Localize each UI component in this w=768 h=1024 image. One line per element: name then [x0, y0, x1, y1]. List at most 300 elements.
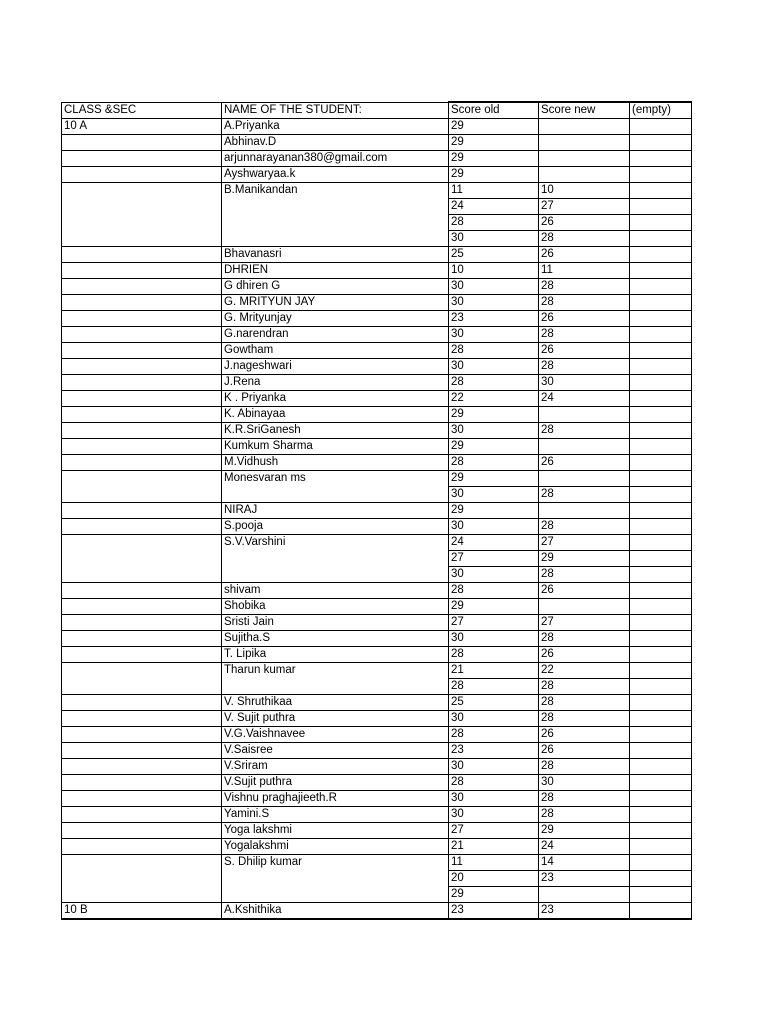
- class-sec-cell: [62, 247, 222, 263]
- table-row: [62, 487, 692, 503]
- student-name-cell: [222, 199, 449, 215]
- score-old-cell: 30: [449, 519, 539, 535]
- class-sec-cell: [62, 375, 222, 391]
- class-sec-cell: [62, 215, 222, 231]
- score-new-cell: 26: [539, 343, 630, 359]
- empty-cell: [630, 647, 692, 663]
- score-old-cell: 28: [449, 679, 539, 695]
- score-old-cell: 30: [449, 631, 539, 647]
- student-name-cell: Sristi Jain: [222, 615, 449, 631]
- class-sec-cell: [62, 439, 222, 455]
- score-old-cell: 30: [449, 791, 539, 807]
- table-row: [62, 695, 692, 711]
- score-new-cell: 28: [539, 519, 630, 535]
- table-row: [62, 343, 692, 359]
- student-name-cell: Gowtham: [222, 343, 449, 359]
- student-name-cell: Tharun kumar: [222, 663, 449, 679]
- table-row: [62, 855, 692, 871]
- class-sec-cell: [62, 359, 222, 375]
- empty-cell: [630, 375, 692, 391]
- student-name-cell: V.Sujit puthra: [222, 775, 449, 791]
- score-new-cell: 11: [539, 263, 630, 279]
- class-sec-cell: [62, 551, 222, 567]
- class-sec-cell: [62, 343, 222, 359]
- table-row: [62, 455, 692, 471]
- empty-cell: [630, 775, 692, 791]
- class-sec-cell: 10 B: [62, 903, 222, 920]
- student-name-cell: K . Priyanka: [222, 391, 449, 407]
- empty-cell: [630, 583, 692, 599]
- empty-cell: [630, 215, 692, 231]
- score-new-cell: 28: [539, 759, 630, 775]
- score-old-cell: 28: [449, 775, 539, 791]
- table-row: [62, 199, 692, 215]
- student-name-cell: Yamini.S: [222, 807, 449, 823]
- class-sec-cell: [62, 327, 222, 343]
- score-new-cell: 26: [539, 311, 630, 327]
- empty-cell: [630, 599, 692, 615]
- empty-cell: [630, 903, 692, 920]
- score-new-cell: [539, 599, 630, 615]
- table-row: [62, 583, 692, 599]
- score-new-cell: 28: [539, 423, 630, 439]
- class-sec-cell: [62, 887, 222, 903]
- student-name-cell: V.Saisree: [222, 743, 449, 759]
- class-sec-cell: [62, 167, 222, 183]
- empty-cell: [630, 519, 692, 535]
- table-row: [62, 839, 692, 855]
- empty-cell: [630, 167, 692, 183]
- score-old-cell: 29: [449, 471, 539, 487]
- score-old-cell: 30: [449, 567, 539, 583]
- table-row: [62, 391, 692, 407]
- table-row: [62, 807, 692, 823]
- empty-cell: [630, 407, 692, 423]
- table-row: [62, 311, 692, 327]
- table-row: [62, 631, 692, 647]
- student-name-cell: [222, 215, 449, 231]
- student-name-cell: V.G.Vaishnavee: [222, 727, 449, 743]
- score-old-cell: 30: [449, 807, 539, 823]
- student-name-cell: Monesvaran ms: [222, 471, 449, 487]
- table-row: [62, 167, 692, 183]
- class-sec-cell: [62, 855, 222, 871]
- score-old-cell: 24: [449, 199, 539, 215]
- empty-cell: [630, 871, 692, 887]
- score-old-cell: 29: [449, 887, 539, 903]
- student-name-cell: V. Shruthikaa: [222, 695, 449, 711]
- student-name-cell: Abhinav.D: [222, 135, 449, 151]
- student-name-cell: S.pooja: [222, 519, 449, 535]
- class-sec-cell: [62, 647, 222, 663]
- empty-cell: [630, 791, 692, 807]
- score-old-cell: 28: [449, 343, 539, 359]
- empty-cell: [630, 311, 692, 327]
- score-old-cell: 28: [449, 455, 539, 471]
- score-old-cell: 23: [449, 903, 539, 920]
- empty-cell: [630, 359, 692, 375]
- empty-cell: [630, 839, 692, 855]
- empty-cell: [630, 887, 692, 903]
- score-new-cell: 23: [539, 903, 630, 920]
- empty-cell: [630, 119, 692, 135]
- table-row: [62, 567, 692, 583]
- score-old-cell: 30: [449, 279, 539, 295]
- score-old-cell: 30: [449, 295, 539, 311]
- class-sec-cell: [62, 487, 222, 503]
- score-new-cell: 22: [539, 663, 630, 679]
- table-row: [62, 279, 692, 295]
- score-old-cell: 27: [449, 551, 539, 567]
- header-score-new: Score new: [539, 102, 630, 119]
- empty-cell: [630, 439, 692, 455]
- student-name-cell: [222, 871, 449, 887]
- class-sec-cell: [62, 567, 222, 583]
- score-new-cell: 28: [539, 231, 630, 247]
- score-new-cell: 28: [539, 711, 630, 727]
- student-name-cell: [222, 887, 449, 903]
- table-row: [62, 823, 692, 839]
- class-sec-cell: [62, 455, 222, 471]
- empty-cell: [630, 151, 692, 167]
- empty-cell: [630, 455, 692, 471]
- table-row: [62, 407, 692, 423]
- score-new-cell: 27: [539, 199, 630, 215]
- score-new-cell: [539, 135, 630, 151]
- table-row: [62, 727, 692, 743]
- empty-cell: [630, 567, 692, 583]
- empty-cell: [630, 631, 692, 647]
- header-class-sec: CLASS &SEC: [62, 102, 222, 119]
- class-sec-cell: [62, 423, 222, 439]
- score-old-cell: 30: [449, 327, 539, 343]
- empty-cell: [630, 759, 692, 775]
- class-sec-cell: [62, 391, 222, 407]
- empty-cell: [630, 135, 692, 151]
- student-name-cell: Kumkum Sharma: [222, 439, 449, 455]
- table-row: [62, 423, 692, 439]
- student-name-cell: [222, 679, 449, 695]
- table-row: [62, 215, 692, 231]
- score-new-cell: [539, 503, 630, 519]
- class-sec-cell: [62, 295, 222, 311]
- score-new-cell: 26: [539, 215, 630, 231]
- class-sec-cell: [62, 807, 222, 823]
- score-old-cell: 30: [449, 711, 539, 727]
- student-name-cell: G.narendran: [222, 327, 449, 343]
- student-name-cell: A.Kshithika: [222, 903, 449, 920]
- empty-cell: [630, 247, 692, 263]
- header-student-name: NAME OF THE STUDENT:: [222, 102, 449, 119]
- table-row: [62, 471, 692, 487]
- empty-cell: [630, 183, 692, 199]
- score-old-cell: 25: [449, 695, 539, 711]
- class-sec-cell: [62, 823, 222, 839]
- empty-cell: [630, 295, 692, 311]
- student-name-cell: K.R.SriGanesh: [222, 423, 449, 439]
- class-sec-cell: [62, 183, 222, 199]
- student-name-cell: G. MRITYUN JAY: [222, 295, 449, 311]
- score-new-cell: 29: [539, 551, 630, 567]
- empty-cell: [630, 807, 692, 823]
- class-sec-cell: [62, 759, 222, 775]
- table-row: [62, 647, 692, 663]
- score-old-cell: 30: [449, 487, 539, 503]
- empty-cell: [630, 535, 692, 551]
- score-old-cell: 29: [449, 407, 539, 423]
- score-old-cell: 11: [449, 183, 539, 199]
- empty-cell: [630, 551, 692, 567]
- class-sec-cell: [62, 695, 222, 711]
- class-sec-cell: [62, 711, 222, 727]
- class-sec-cell: [62, 519, 222, 535]
- table-row: [62, 375, 692, 391]
- student-name-cell: [222, 487, 449, 503]
- empty-cell: [630, 423, 692, 439]
- score-new-cell: [539, 471, 630, 487]
- score-old-cell: 30: [449, 423, 539, 439]
- score-new-cell: 28: [539, 327, 630, 343]
- score-new-cell: 14: [539, 855, 630, 871]
- score-new-cell: 30: [539, 375, 630, 391]
- score-new-cell: 28: [539, 807, 630, 823]
- class-sec-cell: [62, 791, 222, 807]
- score-new-cell: 28: [539, 679, 630, 695]
- class-sec-cell: [62, 679, 222, 695]
- class-sec-cell: [62, 599, 222, 615]
- score-old-cell: 30: [449, 759, 539, 775]
- class-sec-cell: [62, 263, 222, 279]
- class-sec-cell: [62, 407, 222, 423]
- table-row: [62, 231, 692, 247]
- score-old-cell: 21: [449, 663, 539, 679]
- score-new-cell: 28: [539, 487, 630, 503]
- score-new-cell: [539, 119, 630, 135]
- student-name-cell: Ayshwaryaa.k: [222, 167, 449, 183]
- table-row: [62, 903, 692, 920]
- score-old-cell: 11: [449, 855, 539, 871]
- score-table: [61, 101, 692, 920]
- class-sec-cell: [62, 727, 222, 743]
- empty-cell: [630, 263, 692, 279]
- student-name-cell: V.Sriram: [222, 759, 449, 775]
- header-row: [62, 102, 692, 119]
- class-sec-cell: [62, 871, 222, 887]
- class-sec-cell: [62, 151, 222, 167]
- student-name-cell: [222, 231, 449, 247]
- student-name-cell: Vishnu praghajieeth.R: [222, 791, 449, 807]
- score-old-cell: 24: [449, 535, 539, 551]
- student-name-cell: [222, 551, 449, 567]
- score-new-cell: 26: [539, 727, 630, 743]
- empty-cell: [630, 487, 692, 503]
- table-row: [62, 359, 692, 375]
- score-old-cell: 22: [449, 391, 539, 407]
- table-row: [62, 887, 692, 903]
- student-name-cell: S.V.Varshini: [222, 535, 449, 551]
- score-new-cell: [539, 167, 630, 183]
- score-new-cell: 28: [539, 695, 630, 711]
- class-sec-cell: [62, 231, 222, 247]
- student-name-cell: G dhiren G: [222, 279, 449, 295]
- score-new-cell: 28: [539, 359, 630, 375]
- score-new-cell: 28: [539, 791, 630, 807]
- table-row: [62, 759, 692, 775]
- class-sec-cell: [62, 199, 222, 215]
- student-name-cell: Yoga lakshmi: [222, 823, 449, 839]
- score-old-cell: 28: [449, 583, 539, 599]
- score-old-cell: 29: [449, 439, 539, 455]
- score-new-cell: 29: [539, 823, 630, 839]
- table-row: [62, 327, 692, 343]
- table-row: [62, 135, 692, 151]
- score-new-cell: [539, 887, 630, 903]
- empty-cell: [630, 343, 692, 359]
- score-old-cell: 29: [449, 599, 539, 615]
- table-row: [62, 519, 692, 535]
- score-old-cell: 10: [449, 263, 539, 279]
- score-new-cell: 28: [539, 295, 630, 311]
- table-row: [62, 615, 692, 631]
- student-name-cell: Bhavanasri: [222, 247, 449, 263]
- student-name-cell: Yogalakshmi: [222, 839, 449, 855]
- student-name-cell: T. Lipika: [222, 647, 449, 663]
- class-sec-cell: [62, 311, 222, 327]
- table-row: [62, 599, 692, 615]
- table-row: [62, 711, 692, 727]
- student-name-cell: [222, 567, 449, 583]
- score-old-cell: 29: [449, 151, 539, 167]
- student-name-cell: NIRAJ: [222, 503, 449, 519]
- score-new-cell: [539, 439, 630, 455]
- student-name-cell: K. Abinayaa: [222, 407, 449, 423]
- empty-cell: [630, 855, 692, 871]
- student-name-cell: J.Rena: [222, 375, 449, 391]
- empty-cell: [630, 199, 692, 215]
- score-old-cell: 20: [449, 871, 539, 887]
- score-new-cell: 28: [539, 631, 630, 647]
- score-new-cell: 26: [539, 583, 630, 599]
- student-name-cell: M.Vidhush: [222, 455, 449, 471]
- table-row: [62, 503, 692, 519]
- score-old-cell: 28: [449, 647, 539, 663]
- score-new-cell: 28: [539, 567, 630, 583]
- table-row: [62, 263, 692, 279]
- student-name-cell: B.Manikandan: [222, 183, 449, 199]
- score-old-cell: 29: [449, 503, 539, 519]
- table-row: [62, 151, 692, 167]
- empty-cell: [630, 711, 692, 727]
- student-name-cell: J.nageshwari: [222, 359, 449, 375]
- score-old-cell: 30: [449, 231, 539, 247]
- class-sec-cell: [62, 839, 222, 855]
- class-sec-cell: [62, 775, 222, 791]
- header-empty: (empty): [630, 102, 692, 119]
- class-sec-cell: [62, 135, 222, 151]
- score-old-cell: 30: [449, 359, 539, 375]
- empty-cell: [630, 663, 692, 679]
- table-row: [62, 119, 692, 135]
- empty-cell: [630, 391, 692, 407]
- class-sec-cell: [62, 583, 222, 599]
- student-name-cell: DHRIEN: [222, 263, 449, 279]
- student-name-cell: shivam: [222, 583, 449, 599]
- empty-cell: [630, 231, 692, 247]
- header-score-old: Score old: [449, 102, 539, 119]
- score-new-cell: 26: [539, 455, 630, 471]
- table-row: [62, 295, 692, 311]
- score-old-cell: 27: [449, 615, 539, 631]
- table-row: [62, 871, 692, 887]
- score-old-cell: 25: [449, 247, 539, 263]
- score-old-cell: 29: [449, 167, 539, 183]
- score-new-cell: 26: [539, 743, 630, 759]
- class-sec-cell: [62, 503, 222, 519]
- score-new-cell: 10: [539, 183, 630, 199]
- score-new-cell: 24: [539, 839, 630, 855]
- table-row: [62, 535, 692, 551]
- empty-cell: [630, 823, 692, 839]
- student-name-cell: S. Dhilip kumar: [222, 855, 449, 871]
- student-name-cell: A.Priyanka: [222, 119, 449, 135]
- class-sec-cell: [62, 615, 222, 631]
- table-row: [62, 663, 692, 679]
- empty-cell: [630, 727, 692, 743]
- score-new-cell: 27: [539, 535, 630, 551]
- empty-cell: [630, 279, 692, 295]
- table-row: [62, 743, 692, 759]
- student-name-cell: Shobika: [222, 599, 449, 615]
- class-sec-cell: [62, 743, 222, 759]
- student-name-cell: arjunnarayanan380@gmail.com: [222, 151, 449, 167]
- table-row: [62, 551, 692, 567]
- score-new-cell: 28: [539, 279, 630, 295]
- score-old-cell: 23: [449, 743, 539, 759]
- score-new-cell: 27: [539, 615, 630, 631]
- score-new-cell: 26: [539, 247, 630, 263]
- score-old-cell: 21: [449, 839, 539, 855]
- student-name-cell: Sujitha.S: [222, 631, 449, 647]
- table-row: [62, 247, 692, 263]
- empty-cell: [630, 695, 692, 711]
- score-new-cell: 26: [539, 647, 630, 663]
- score-old-cell: 28: [449, 727, 539, 743]
- student-name-cell: V. Sujit puthra: [222, 711, 449, 727]
- score-old-cell: 28: [449, 375, 539, 391]
- score-old-cell: 29: [449, 119, 539, 135]
- score-new-cell: 24: [539, 391, 630, 407]
- table-row: [62, 183, 692, 199]
- score-new-cell: 30: [539, 775, 630, 791]
- score-new-cell: 23: [539, 871, 630, 887]
- empty-cell: [630, 503, 692, 519]
- class-sec-cell: [62, 663, 222, 679]
- class-sec-cell: [62, 631, 222, 647]
- student-name-cell: G. Mrityunjay: [222, 311, 449, 327]
- empty-cell: [630, 327, 692, 343]
- table-row: [62, 775, 692, 791]
- class-sec-cell: 10 A: [62, 119, 222, 135]
- empty-cell: [630, 471, 692, 487]
- score-old-cell: 23: [449, 311, 539, 327]
- class-sec-cell: [62, 535, 222, 551]
- table-row: [62, 679, 692, 695]
- table-row: [62, 791, 692, 807]
- class-sec-cell: [62, 471, 222, 487]
- score-new-cell: [539, 407, 630, 423]
- score-old-cell: 28: [449, 215, 539, 231]
- empty-cell: [630, 615, 692, 631]
